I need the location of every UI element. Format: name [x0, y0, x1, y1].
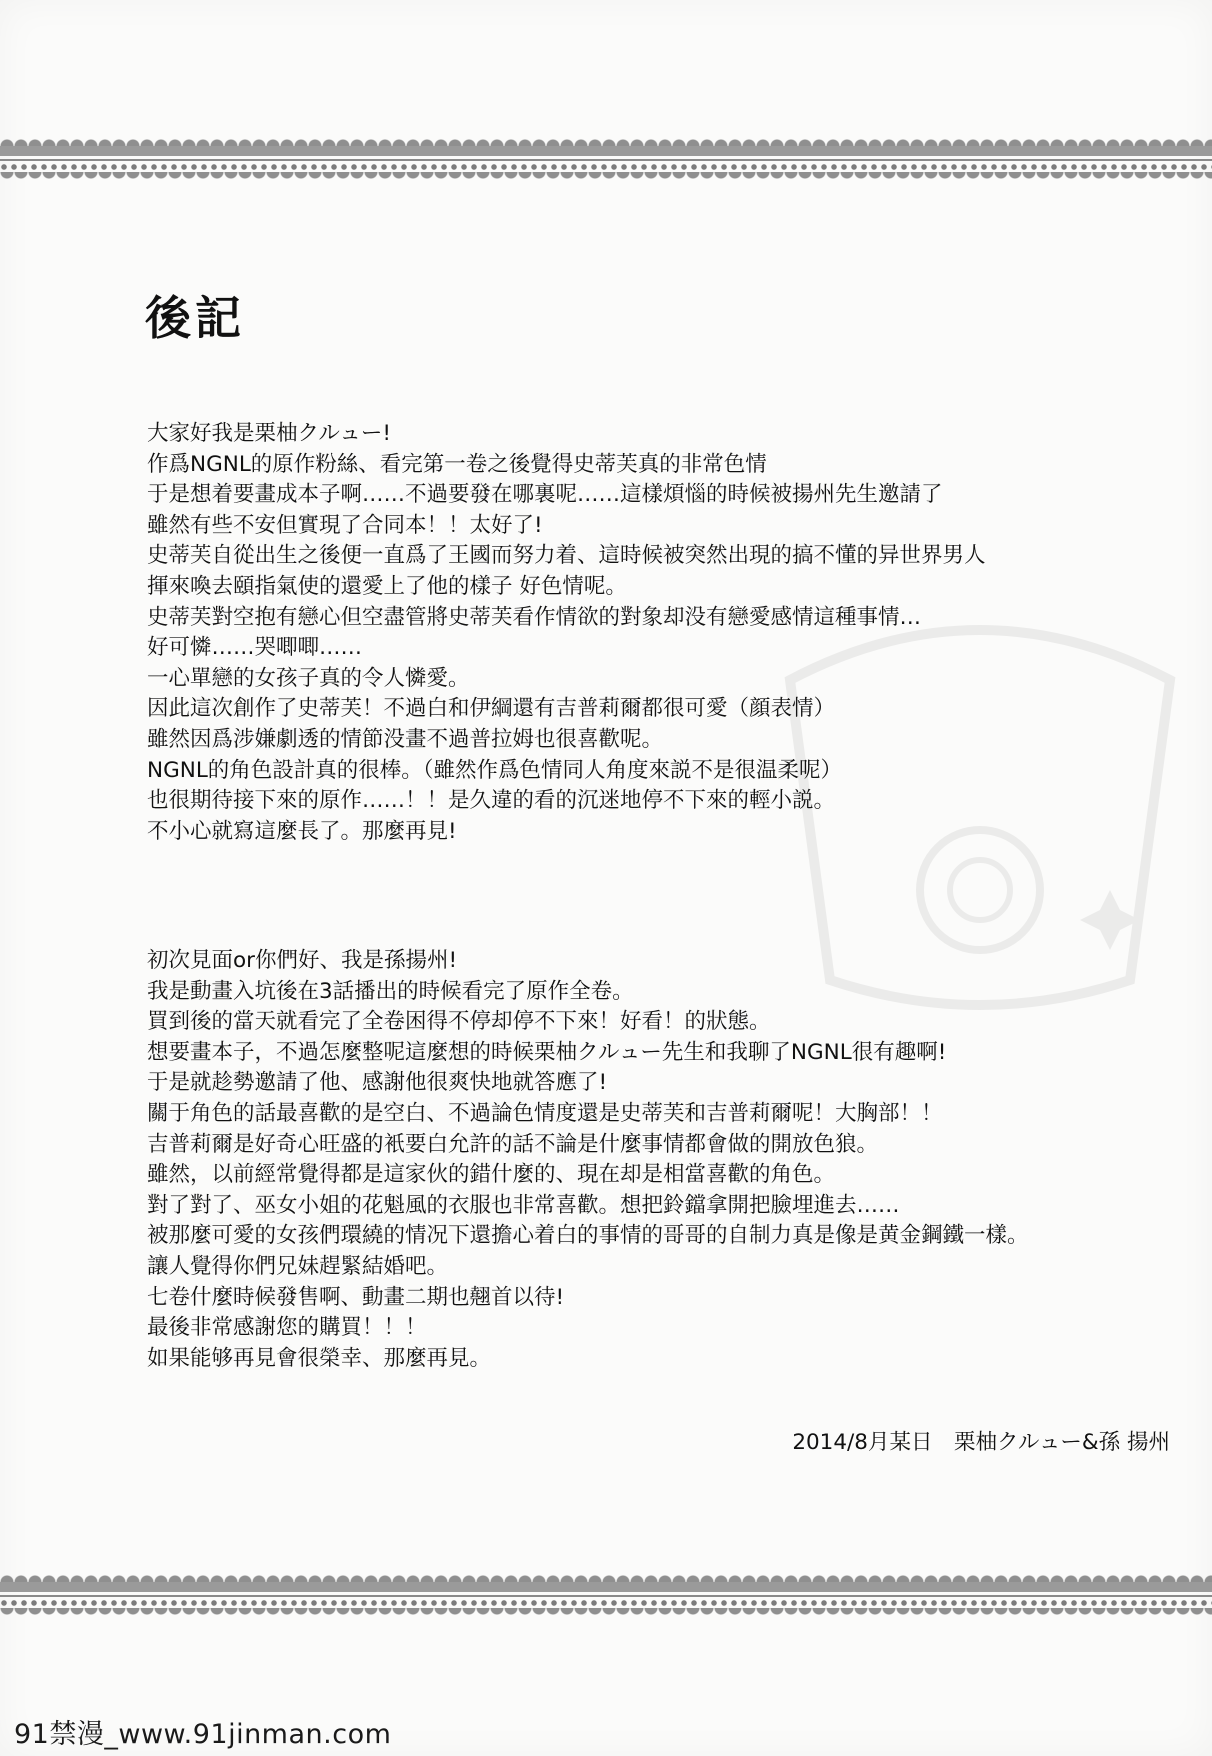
text-line: 史蒂芙自從出生之後便一直爲了王國而努力着、這時候被突然出現的搞不懂的异世界男人	[147, 543, 986, 569]
text-line: 于是就趁勢邀請了他、感謝他很爽快地就答應了!	[147, 1070, 608, 1096]
text-line: 對了對了、巫女小姐的花魁風的衣服也非常喜歡。想把鈴鐺拿開把臉埋進去……	[147, 1192, 900, 1218]
text-line: 讓人覺得你們兄妹趕緊結婚吧。	[147, 1253, 449, 1279]
text-line: 被那麼可愛的女孩們環繞的情况下還擔心着白的事情的哥哥的自制力真是像是黄金鋼鐵一樣。	[147, 1223, 1029, 1249]
text-line: 史蒂芙對空抱有戀心但空盡管將史蒂芙看作情欲的對象却没有戀愛感情這種事情…	[147, 604, 922, 630]
text-line: 如果能够再見會很榮幸、那麼再見。	[147, 1345, 492, 1371]
text-line: 想要畫本子，不過怎麼整呢這麼想的時候栗柚クルュー先生和我聊了NGNL很有趣啊!	[147, 1039, 947, 1065]
text-line: NGNL的角色設計真的很棒。（雖然作爲色情同人角度來説不是很温柔呢）	[147, 757, 843, 783]
text-line: 揮來喚去頤指氣使的還愛上了他的樣子 好色情呢。	[147, 573, 627, 599]
text-line: 買到後的當天就看完了全卷困得不停却停不下來！好看！的狀態。	[147, 1009, 771, 1035]
text-line: 我是動畫入坑後在3話播出的時候看完了原作全卷。	[147, 978, 634, 1004]
text-line: 也很期待接下來的原作……！！是久違的看的沉迷地停不下來的輕小説。	[147, 788, 836, 814]
text-line: 關于角色的話最喜歡的是空白、不過論色情度還是史蒂芙和吉普莉爾呢！大胸部！！	[147, 1100, 943, 1126]
text-line: 作爲NGNL的原作粉絲、看完第一卷之後覺得史蒂芙真的非常色情	[147, 451, 767, 477]
text-line: 好可憐……哭唧唧……	[147, 635, 363, 661]
text-line: 一心單戀的女孩子真的令人憐愛。	[147, 665, 470, 691]
text-line: 雖然，以前經常覺得都是這家伙的錯什麼的、現在却是相當喜歡的角色。	[147, 1162, 836, 1188]
text-line: 雖然因爲涉嫌劇透的情節没畫不過普拉姆也很喜歡呢。	[147, 726, 664, 752]
text-line: 雖然有些不安但實現了合同本！！太好了!	[147, 512, 543, 538]
afterword-block-1	[147, 419, 1177, 847]
bottom-lace-border	[0, 1568, 1212, 1620]
text-line: 于是想着要畫成本子啊……不過要發在哪裏呢……這樣煩惱的時候被揚州先生邀請了	[147, 482, 943, 508]
text-line: 大家好我是栗柚クルュー!	[147, 421, 392, 446]
signature-date: 2014/8月某日 栗柚クルュー&孫 揚州	[792, 1430, 1170, 1455]
text-line: 吉普莉爾是好奇心旺盛的衹要白允許的話不論是什麼事情都會做的開放色狼。	[147, 1131, 879, 1157]
site-watermark: 91禁漫_www.91jinman.com	[14, 1719, 392, 1750]
text-line: 因此這次創作了史蒂芙！不過白和伊綱還有吉普莉爾都很可愛（顔表情）	[147, 696, 836, 722]
text-line: 最後非常感謝您的購買！！！	[147, 1315, 427, 1341]
afterword-block-2	[147, 946, 1177, 1374]
text-line: 初次見面or你們好、我是孫揚州!	[147, 948, 458, 973]
page-title: 後記	[145, 291, 245, 345]
top-lace-border	[0, 132, 1212, 184]
text-line: 七卷什麼時候發售啊、動畫二期也翹首以待!	[147, 1284, 565, 1310]
text-line: 不小心就寫這麼長了。那麼再見!	[147, 818, 457, 844]
